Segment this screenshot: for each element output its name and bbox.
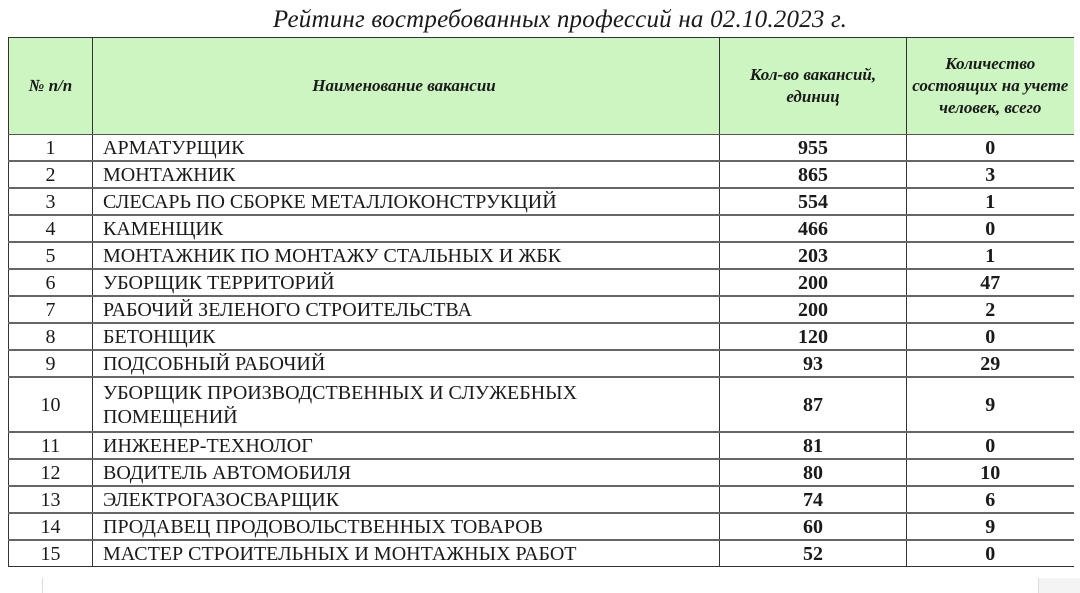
table-row xyxy=(9,513,1074,540)
row-vacancies: 120 xyxy=(720,323,907,350)
table-row xyxy=(9,432,1074,459)
row-vacancies: 52 xyxy=(720,540,907,567)
row-num: 1 xyxy=(9,135,93,162)
row-num: 7 xyxy=(9,296,93,323)
page-margin-marker-left xyxy=(42,578,43,593)
row-num: 12 xyxy=(9,459,93,486)
row-registered: 1 xyxy=(907,242,1074,269)
table-row xyxy=(9,459,1074,486)
row-name: КАМЕНЩИК xyxy=(93,215,720,242)
row-name: ПОДСОБНЫЙ РАБОЧИЙ xyxy=(93,350,720,377)
row-name: ЭЛЕКТРОГАЗОСВАРЩИК xyxy=(93,486,720,513)
row-registered: 10 xyxy=(907,459,1074,486)
row-name: РАБОЧИЙ ЗЕЛЕНОГО СТРОИТЕЛЬСТВА xyxy=(93,296,720,323)
row-num: 2 xyxy=(9,161,93,188)
row-vacancies: 554 xyxy=(720,188,907,215)
document-title: Рейтинг востребованных профессий на 02.10.2023 г. xyxy=(272,6,848,33)
table-row xyxy=(9,486,1074,513)
row-vacancies: 200 xyxy=(720,269,907,296)
row-registered: 47 xyxy=(907,269,1074,296)
row-registered: 1 xyxy=(907,188,1074,215)
row-name: МАСТЕР СТРОИТЕЛЬНЫХ И МОНТАЖНЫХ РАБОТ xyxy=(93,540,720,567)
row-num: 4 xyxy=(9,215,93,242)
table-row xyxy=(9,135,1074,162)
row-registered: 0 xyxy=(907,323,1074,350)
table-row xyxy=(9,242,1074,269)
header-vacancies: Кол-во вакансий, единиц xyxy=(720,38,907,135)
row-name: ПРОДАВЕЦ ПРОДОВОЛЬСТВЕННЫХ ТОВАРОВ xyxy=(93,513,720,540)
row-registered: 9 xyxy=(907,377,1074,432)
header-num: № п/п xyxy=(9,38,93,135)
table-row xyxy=(9,188,1074,215)
page-edge-shade xyxy=(1039,578,1080,593)
table-row xyxy=(9,161,1074,188)
row-vacancies: 80 xyxy=(720,459,907,486)
row-num: 9 xyxy=(9,350,93,377)
row-num: 3 xyxy=(9,188,93,215)
header-registered: Количество состоящих на учете человек, всего xyxy=(907,38,1074,135)
row-registered: 9 xyxy=(907,513,1074,540)
row-num: 8 xyxy=(9,323,93,350)
table-header-row xyxy=(9,38,1074,135)
row-registered: 0 xyxy=(907,135,1074,162)
row-name: МОНТАЖНИК xyxy=(93,161,720,188)
profession-rating-table xyxy=(8,37,1074,567)
table-row xyxy=(9,215,1074,242)
row-num: 14 xyxy=(9,513,93,540)
row-registered: 0 xyxy=(907,215,1074,242)
row-vacancies: 955 xyxy=(720,135,907,162)
row-registered: 6 xyxy=(907,486,1074,513)
row-num: 10 xyxy=(9,377,93,432)
row-name: УБОРЩИК ПРОИЗВОДСТВЕННЫХ И СЛУЖЕБНЫХ ПОМЕЩЕНИЙ xyxy=(93,377,720,432)
row-registered: 0 xyxy=(907,432,1074,459)
row-name: УБОРЩИК ТЕРРИТОРИЙ xyxy=(93,269,720,296)
table-row xyxy=(9,350,1074,377)
row-vacancies: 74 xyxy=(720,486,907,513)
table-row xyxy=(9,540,1074,567)
table-row xyxy=(9,323,1074,350)
row-registered: 3 xyxy=(907,161,1074,188)
row-vacancies: 93 xyxy=(720,350,907,377)
row-name: ИНЖЕНЕР-ТЕХНОЛОГ xyxy=(93,432,720,459)
row-num: 6 xyxy=(9,269,93,296)
row-vacancies: 200 xyxy=(720,296,907,323)
row-num: 13 xyxy=(9,486,93,513)
row-num: 11 xyxy=(9,432,93,459)
table-row xyxy=(9,296,1074,323)
row-num: 15 xyxy=(9,540,93,567)
row-vacancies: 865 xyxy=(720,161,907,188)
row-vacancies: 60 xyxy=(720,513,907,540)
row-vacancies: 87 xyxy=(720,377,907,432)
row-vacancies: 466 xyxy=(720,215,907,242)
table-row xyxy=(9,269,1074,296)
header-name: Наименование вакансии xyxy=(93,38,720,135)
row-vacancies: 81 xyxy=(720,432,907,459)
row-num: 5 xyxy=(9,242,93,269)
row-name: АРМАТУРЩИК xyxy=(93,135,720,162)
row-name: МОНТАЖНИК ПО МОНТАЖУ СТАЛЬНЫХ И ЖБК xyxy=(93,242,720,269)
row-registered: 0 xyxy=(907,540,1074,567)
table-row xyxy=(9,377,1074,432)
row-name: БЕТОНЩИК xyxy=(93,323,720,350)
row-registered: 2 xyxy=(907,296,1074,323)
row-vacancies: 203 xyxy=(720,242,907,269)
row-registered: 29 xyxy=(907,350,1074,377)
row-name: СЛЕСАРЬ ПО СБОРКЕ МЕТАЛЛОКОНСТРУКЦИЙ xyxy=(93,188,720,215)
row-name: ВОДИТЕЛЬ АВТОМОБИЛЯ xyxy=(93,459,720,486)
